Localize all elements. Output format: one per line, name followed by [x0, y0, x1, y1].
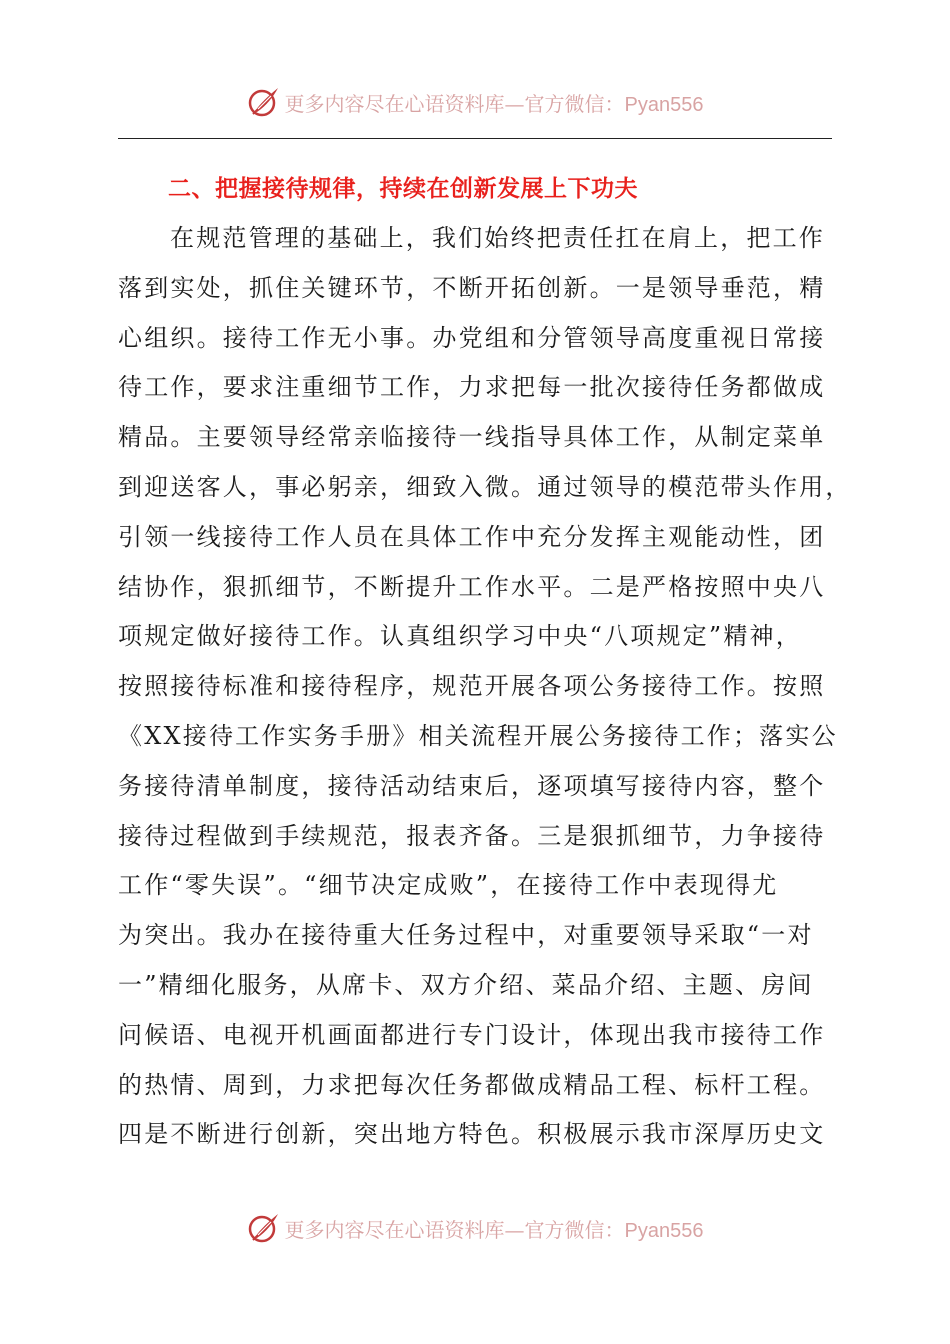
banner-main-text: 更多内容尽在心语资料库—官方微信：: [284, 1217, 625, 1242]
banner-main-text: 更多内容尽在心语资料库—官方微信：: [284, 91, 625, 116]
banner-wechat-id: Pyan556: [624, 93, 704, 116]
header-divider: [118, 138, 832, 139]
body-line: 项规定做好接待工作。认真组织学习中央“八项规定”精神，: [118, 622, 802, 651]
body-line: 引领一线接待工作人员在具体工作中充分发挥主观能动性，团: [118, 522, 826, 551]
body-line: 心组织。接待工作无小事。办党组和分管领导高度重视日常接: [118, 323, 826, 352]
body-line: 精品。主要领导经常亲临接待一线指导具体工作，从制定菜单: [118, 423, 826, 452]
body-line: 的热情、周到，力求把每次任务都做成精品工程、标杆工程。: [118, 1070, 826, 1099]
body-line: 按照接待标准和接待程序，规范开展各项公务接待工作。按照: [118, 672, 826, 701]
body-line: 待工作，要求注重细节工作，力求把每一批次接待任务都做成: [118, 373, 826, 402]
body-line: 工作“零失误”。“细节决定成败”，在接待工作中表现得尤: [118, 871, 779, 900]
section-heading: 二、把握接待规律，持续在创新发展上下功夫: [168, 176, 638, 202]
body-line: 结协作，狠抓细节，不断提升工作水平。二是严格按照中央八: [118, 572, 826, 601]
body-line: 四是不断进行创新，突出地方特色。积极展示我市深厚历史文: [118, 1120, 826, 1149]
body-line: 落到实处，抓住关键环节，不断开拓创新。一是领导垂范，精: [118, 273, 826, 302]
feather-pen-logo-icon: [247, 85, 281, 119]
banner-wechat-id: Pyan556: [624, 1219, 704, 1242]
feather-pen-logo-icon: [247, 1211, 281, 1245]
body-line: 问候语、电视开机画面都进行专门设计，体现出我市接待工作: [118, 1020, 826, 1049]
body-line: 务接待清单制度，接待活动结束后，逐项填写接待内容，整个: [118, 771, 826, 800]
body-line: 《XX接待工作实务手册》相关流程开展公务接待工作；落实公: [118, 721, 838, 750]
header-banner: [0, 82, 950, 122]
body-line: 一”精细化服务，从席卡、双方介绍、菜品介绍、主题、房间: [118, 970, 814, 999]
body-line: 到迎送客人，事必躬亲，细致入微。通过领导的模范带头作用，: [118, 472, 852, 501]
body-line: 接待过程做到手续规范，报表齐备。三是狠抓细节，力争接待: [118, 821, 826, 850]
body-line: 在规范管理的基础上，我们始终把责任扛在肩上，把工作: [170, 224, 825, 252]
banner-text: [285, 1214, 704, 1243]
banner-text: [285, 88, 704, 117]
footer-banner: [0, 1208, 950, 1248]
body-paragraph: [118, 214, 852, 1160]
body-line: 为突出。我办在接待重大任务过程中，对重要领导采取“一对: [118, 921, 814, 950]
